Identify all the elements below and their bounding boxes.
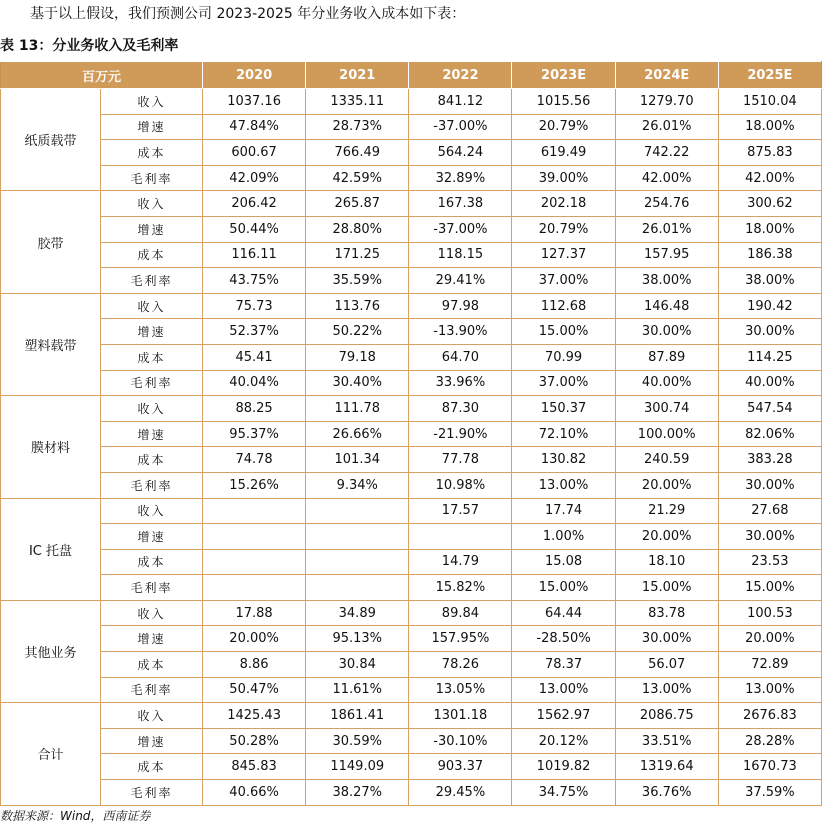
value-cell: 82.06% xyxy=(718,421,821,447)
table-row xyxy=(1,677,822,703)
header-unit: 百万元 xyxy=(1,62,203,89)
table-row xyxy=(1,728,822,754)
value-cell: 28.80% xyxy=(306,216,409,242)
table-row xyxy=(1,575,822,601)
value-cell: 88.25 xyxy=(203,396,306,422)
header-year-2022: 2022 xyxy=(409,62,512,89)
table-row xyxy=(1,344,822,370)
value-cell: 15.00% xyxy=(512,575,615,601)
value-cell: 87.89 xyxy=(615,344,718,370)
metric-cell: 收入 xyxy=(101,498,203,524)
value-cell: 42.59% xyxy=(306,165,409,191)
table-row xyxy=(1,370,822,396)
value-cell: -21.90% xyxy=(409,421,512,447)
table-row xyxy=(1,754,822,780)
metric-cell: 毛利率 xyxy=(101,677,203,703)
header-year-2024e: 2024E xyxy=(615,62,718,89)
value-cell: 30.84 xyxy=(306,652,409,678)
value-cell: 37.00% xyxy=(512,370,615,396)
category-cell: 胶带 xyxy=(1,191,101,293)
value-cell: 114.25 xyxy=(718,344,821,370)
value-cell xyxy=(306,549,409,575)
value-cell: 1510.04 xyxy=(718,89,821,115)
value-cell: 38.27% xyxy=(306,780,409,806)
category-cell: 合计 xyxy=(1,703,101,805)
metric-cell: 增速 xyxy=(101,114,203,140)
table-row xyxy=(1,652,822,678)
table-body xyxy=(1,89,822,806)
category-cell: 其他业务 xyxy=(1,600,101,702)
value-cell: 97.98 xyxy=(409,293,512,319)
category-cell: IC 托盘 xyxy=(1,498,101,600)
table-row xyxy=(1,447,822,473)
metric-cell: 毛利率 xyxy=(101,472,203,498)
value-cell: 1335.11 xyxy=(306,89,409,115)
value-cell: 23.53 xyxy=(718,549,821,575)
metric-cell: 增速 xyxy=(101,216,203,242)
value-cell: 40.00% xyxy=(615,370,718,396)
metric-cell: 增速 xyxy=(101,626,203,652)
value-cell: 27.68 xyxy=(718,498,821,524)
table-caption: 表 13：分业务收入及毛利率 xyxy=(0,38,179,54)
metric-cell: 收入 xyxy=(101,396,203,422)
revenue-cost-table xyxy=(0,61,822,806)
value-cell: 875.83 xyxy=(718,140,821,166)
value-cell: 40.04% xyxy=(203,370,306,396)
table-row xyxy=(1,293,822,319)
value-cell: 1149.09 xyxy=(306,754,409,780)
value-cell: 30.00% xyxy=(615,319,718,345)
table-row xyxy=(1,114,822,140)
value-cell: 37.59% xyxy=(718,780,821,806)
metric-cell: 成本 xyxy=(101,242,203,268)
value-cell: 113.76 xyxy=(306,293,409,319)
table-row xyxy=(1,396,822,422)
metric-cell: 毛利率 xyxy=(101,575,203,601)
value-cell: 1319.64 xyxy=(615,754,718,780)
value-cell: 30.00% xyxy=(718,472,821,498)
value-cell: 15.00% xyxy=(615,575,718,601)
value-cell: 50.28% xyxy=(203,728,306,754)
header-year-2023e: 2023E xyxy=(512,62,615,89)
value-cell: 34.75% xyxy=(512,780,615,806)
value-cell xyxy=(203,575,306,601)
value-cell: 33.51% xyxy=(615,728,718,754)
category-cell: 塑料载带 xyxy=(1,293,101,395)
value-cell: 20.00% xyxy=(615,524,718,550)
value-cell xyxy=(409,524,512,550)
value-cell: 112.68 xyxy=(512,293,615,319)
value-cell: 1562.97 xyxy=(512,703,615,729)
value-cell: 28.73% xyxy=(306,114,409,140)
table-row xyxy=(1,242,822,268)
intro-paragraph: 基于以上假设，我们预测公司 2023-2025 年分业务收入成本如下表： xyxy=(30,6,466,22)
value-cell: 83.78 xyxy=(615,600,718,626)
table-header-row xyxy=(1,62,822,89)
value-cell: 75.73 xyxy=(203,293,306,319)
value-cell: 37.00% xyxy=(512,268,615,294)
value-cell: 15.00% xyxy=(512,319,615,345)
value-cell: 157.95 xyxy=(615,242,718,268)
table-row xyxy=(1,472,822,498)
value-cell: 383.28 xyxy=(718,447,821,473)
metric-cell: 增速 xyxy=(101,728,203,754)
table-row xyxy=(1,626,822,652)
value-cell: 127.37 xyxy=(512,242,615,268)
value-cell: 18.10 xyxy=(615,549,718,575)
value-cell: 1670.73 xyxy=(718,754,821,780)
metric-cell: 增速 xyxy=(101,524,203,550)
value-cell: 70.99 xyxy=(512,344,615,370)
value-cell: 903.37 xyxy=(409,754,512,780)
table-row xyxy=(1,780,822,806)
value-cell: 11.61% xyxy=(306,677,409,703)
value-cell: 20.00% xyxy=(615,472,718,498)
metric-cell: 收入 xyxy=(101,600,203,626)
value-cell xyxy=(203,549,306,575)
value-cell: 56.07 xyxy=(615,652,718,678)
value-cell: 42.00% xyxy=(615,165,718,191)
value-cell: 150.37 xyxy=(512,396,615,422)
header-year-2020: 2020 xyxy=(203,62,306,89)
value-cell: 619.49 xyxy=(512,140,615,166)
value-cell: 766.49 xyxy=(306,140,409,166)
table-row xyxy=(1,191,822,217)
value-cell: 20.00% xyxy=(203,626,306,652)
value-cell: 32.89% xyxy=(409,165,512,191)
category-cell: 膜材料 xyxy=(1,396,101,498)
value-cell: 39.00% xyxy=(512,165,615,191)
value-cell: 30.00% xyxy=(718,319,821,345)
value-cell: 171.25 xyxy=(306,242,409,268)
value-cell: 254.76 xyxy=(615,191,718,217)
value-cell xyxy=(306,575,409,601)
value-cell: 564.24 xyxy=(409,140,512,166)
value-cell: 2676.83 xyxy=(718,703,821,729)
table-row xyxy=(1,600,822,626)
value-cell: 1019.82 xyxy=(512,754,615,780)
value-cell: 64.70 xyxy=(409,344,512,370)
value-cell: 17.74 xyxy=(512,498,615,524)
value-cell: 29.41% xyxy=(409,268,512,294)
value-cell: 34.89 xyxy=(306,600,409,626)
value-cell: 100.00% xyxy=(615,421,718,447)
value-cell: 18.00% xyxy=(718,216,821,242)
value-cell: 600.67 xyxy=(203,140,306,166)
value-cell: 21.29 xyxy=(615,498,718,524)
value-cell: -37.00% xyxy=(409,114,512,140)
value-cell: 111.78 xyxy=(306,396,409,422)
value-cell: 26.01% xyxy=(615,114,718,140)
metric-cell: 毛利率 xyxy=(101,165,203,191)
source-note: 数据来源：Wind，西南证券 xyxy=(0,809,151,823)
value-cell: 78.26 xyxy=(409,652,512,678)
value-cell: 52.37% xyxy=(203,319,306,345)
value-cell: 79.18 xyxy=(306,344,409,370)
value-cell: 130.82 xyxy=(512,447,615,473)
value-cell: 45.41 xyxy=(203,344,306,370)
value-cell: 300.62 xyxy=(718,191,821,217)
metric-cell: 毛利率 xyxy=(101,780,203,806)
value-cell xyxy=(306,498,409,524)
value-cell: 38.00% xyxy=(615,268,718,294)
value-cell: 40.00% xyxy=(718,370,821,396)
value-cell: 1861.41 xyxy=(306,703,409,729)
table-row xyxy=(1,703,822,729)
value-cell: 1279.70 xyxy=(615,89,718,115)
value-cell: 72.10% xyxy=(512,421,615,447)
metric-cell: 收入 xyxy=(101,293,203,319)
table-row xyxy=(1,549,822,575)
metric-cell: 收入 xyxy=(101,703,203,729)
value-cell: 15.82% xyxy=(409,575,512,601)
value-cell: 30.59% xyxy=(306,728,409,754)
value-cell: 157.95% xyxy=(409,626,512,652)
value-cell: 20.79% xyxy=(512,216,615,242)
value-cell: 78.37 xyxy=(512,652,615,678)
metric-cell: 成本 xyxy=(101,754,203,780)
value-cell: 20.12% xyxy=(512,728,615,754)
value-cell: 190.42 xyxy=(718,293,821,319)
value-cell: 35.59% xyxy=(306,268,409,294)
value-cell: -28.50% xyxy=(512,626,615,652)
value-cell: 50.44% xyxy=(203,216,306,242)
value-cell: 13.00% xyxy=(615,677,718,703)
value-cell: 101.34 xyxy=(306,447,409,473)
value-cell: 74.78 xyxy=(203,447,306,473)
value-cell: 14.79 xyxy=(409,549,512,575)
value-cell: 2086.75 xyxy=(615,703,718,729)
category-cell: 纸质载带 xyxy=(1,89,101,191)
table-row xyxy=(1,165,822,191)
value-cell: 26.01% xyxy=(615,216,718,242)
header-year-2021: 2021 xyxy=(306,62,409,89)
value-cell: 38.00% xyxy=(718,268,821,294)
value-cell: 64.44 xyxy=(512,600,615,626)
header-year-2025e: 2025E xyxy=(718,62,821,89)
table-row xyxy=(1,140,822,166)
metric-cell: 收入 xyxy=(101,191,203,217)
value-cell: 186.38 xyxy=(718,242,821,268)
metric-cell: 收入 xyxy=(101,89,203,115)
value-cell: 72.89 xyxy=(718,652,821,678)
value-cell: 30.00% xyxy=(718,524,821,550)
metric-cell: 毛利率 xyxy=(101,268,203,294)
value-cell: 118.15 xyxy=(409,242,512,268)
value-cell: 1037.16 xyxy=(203,89,306,115)
value-cell: 265.87 xyxy=(306,191,409,217)
value-cell: 26.66% xyxy=(306,421,409,447)
value-cell: 36.76% xyxy=(615,780,718,806)
value-cell: 30.40% xyxy=(306,370,409,396)
metric-cell: 成本 xyxy=(101,549,203,575)
value-cell: 40.66% xyxy=(203,780,306,806)
table-row xyxy=(1,89,822,115)
value-cell: 13.00% xyxy=(718,677,821,703)
value-cell: 206.42 xyxy=(203,191,306,217)
value-cell: -30.10% xyxy=(409,728,512,754)
value-cell: 202.18 xyxy=(512,191,615,217)
value-cell: 47.84% xyxy=(203,114,306,140)
value-cell: 8.86 xyxy=(203,652,306,678)
value-cell: 17.88 xyxy=(203,600,306,626)
value-cell: 89.84 xyxy=(409,600,512,626)
table-row xyxy=(1,524,822,550)
value-cell: 30.00% xyxy=(615,626,718,652)
metric-cell: 毛利率 xyxy=(101,370,203,396)
value-cell xyxy=(306,524,409,550)
metric-cell: 成本 xyxy=(101,447,203,473)
value-cell: 841.12 xyxy=(409,89,512,115)
value-cell: 15.08 xyxy=(512,549,615,575)
value-cell xyxy=(203,498,306,524)
value-cell: 43.75% xyxy=(203,268,306,294)
value-cell: 42.00% xyxy=(718,165,821,191)
value-cell: 15.00% xyxy=(718,575,821,601)
value-cell: 13.00% xyxy=(512,472,615,498)
value-cell: 18.00% xyxy=(718,114,821,140)
value-cell: 10.98% xyxy=(409,472,512,498)
value-cell: 845.83 xyxy=(203,754,306,780)
metric-cell: 成本 xyxy=(101,344,203,370)
value-cell: 28.28% xyxy=(718,728,821,754)
value-cell: 240.59 xyxy=(615,447,718,473)
value-cell: 33.96% xyxy=(409,370,512,396)
table-row xyxy=(1,319,822,345)
value-cell: 1015.56 xyxy=(512,89,615,115)
value-cell: 20.79% xyxy=(512,114,615,140)
value-cell: 1425.43 xyxy=(203,703,306,729)
value-cell: 146.48 xyxy=(615,293,718,319)
value-cell: -13.90% xyxy=(409,319,512,345)
table-row xyxy=(1,216,822,242)
value-cell: 13.00% xyxy=(512,677,615,703)
value-cell: 1301.18 xyxy=(409,703,512,729)
value-cell xyxy=(203,524,306,550)
value-cell: 42.09% xyxy=(203,165,306,191)
value-cell: 95.37% xyxy=(203,421,306,447)
table-row xyxy=(1,498,822,524)
metric-cell: 成本 xyxy=(101,652,203,678)
value-cell: 50.47% xyxy=(203,677,306,703)
value-cell: 742.22 xyxy=(615,140,718,166)
value-cell: 17.57 xyxy=(409,498,512,524)
value-cell: 77.78 xyxy=(409,447,512,473)
table-row xyxy=(1,268,822,294)
value-cell: 29.45% xyxy=(409,780,512,806)
metric-cell: 增速 xyxy=(101,421,203,447)
value-cell: 95.13% xyxy=(306,626,409,652)
value-cell: 50.22% xyxy=(306,319,409,345)
value-cell: 87.30 xyxy=(409,396,512,422)
value-cell: 9.34% xyxy=(306,472,409,498)
metric-cell: 增速 xyxy=(101,319,203,345)
value-cell: 116.11 xyxy=(203,242,306,268)
value-cell: -37.00% xyxy=(409,216,512,242)
value-cell: 15.26% xyxy=(203,472,306,498)
table-row xyxy=(1,421,822,447)
value-cell: 547.54 xyxy=(718,396,821,422)
value-cell: 1.00% xyxy=(512,524,615,550)
value-cell: 13.05% xyxy=(409,677,512,703)
metric-cell: 成本 xyxy=(101,140,203,166)
value-cell: 20.00% xyxy=(718,626,821,652)
value-cell: 300.74 xyxy=(615,396,718,422)
value-cell: 100.53 xyxy=(718,600,821,626)
value-cell: 167.38 xyxy=(409,191,512,217)
